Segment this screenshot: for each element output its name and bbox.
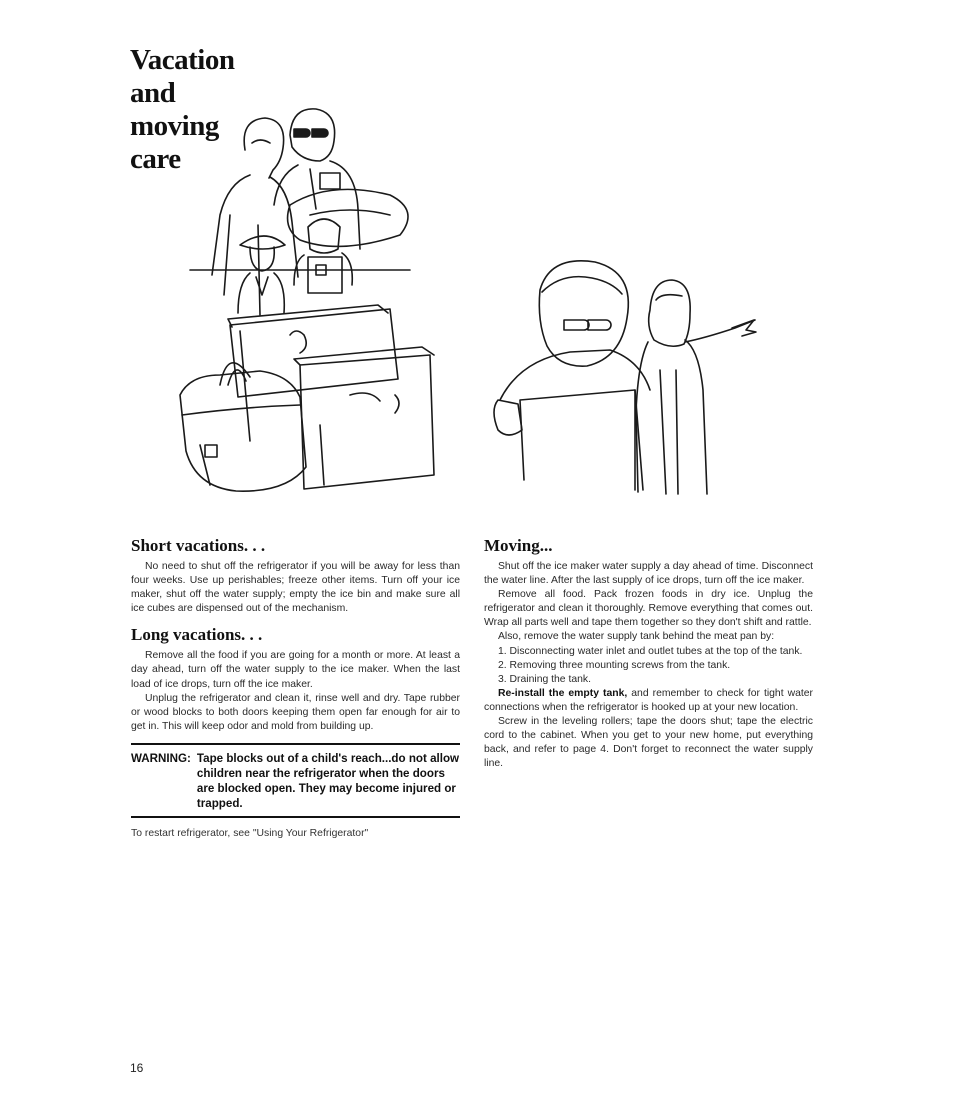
title-line-2: and <box>130 77 176 109</box>
page-number: 16 <box>130 1061 144 1075</box>
moving-heading: Moving... <box>484 536 553 555</box>
family-luggage-illustration <box>170 95 440 515</box>
moving-couple-illustration <box>480 250 770 500</box>
moving-paragraph-3: Also, remove the water supply tank behind the meat pan by: <box>498 631 775 643</box>
moving-step-3: 3. Draining the tank. <box>498 673 591 685</box>
moving-step-2: 2. Removing three mounting screws from the tank. <box>498 659 731 671</box>
moving-paragraph-1: Shut off the ice maker water supply a day ahead of time. Disconnect the water line. After the last supply of ice drops, turn off the ice maker. <box>484 561 813 587</box>
warning-label: WARNING: <box>131 751 191 765</box>
moving-step-1: 1. Disconnecting water inlet and outlet tubes at the top of the tank. <box>498 645 803 657</box>
reinstall-lead: Re-install the empty tank, <box>498 687 628 699</box>
warning-box <box>131 743 460 818</box>
title-line-1: Vacation <box>130 44 235 76</box>
moving-reinstall-paragraph <box>484 687 813 715</box>
reinstall-rest: and remember to check for tight water connections when the refrigerator is hooked up at your new location. <box>484 687 813 713</box>
warning-text: Tape blocks out of a child's reach...do not allow children near the refrigerator when the doors are blocked open. They may become injured or trapped. <box>196 751 460 810</box>
long-vacations-paragraph-2: Unplug the refrigerator and clean it, rinse well and dry. Tape rubber or wood blocks to both doors keeping them open far enough for air to get in. This will keep odor and mold from building up. <box>131 692 460 732</box>
short-vacations-heading: Short vacations. . . <box>131 536 266 555</box>
title-line-3: moving <box>130 110 219 142</box>
right-column <box>484 536 813 771</box>
left-column <box>131 536 460 841</box>
long-vacations-paragraph-1: Remove all the food if you are going for a month or more. At least a day ahead, turn off the water supply to the ice maker. When the last load of ice drops, turn off the ice maker. <box>131 650 460 690</box>
restart-note: To restart refrigerator, see "Using Your Refrigerator" <box>131 827 369 839</box>
short-vacations-text: No need to shut off the refrigerator if you will be away for less than four weeks. Use up perishables; freeze other items. Turn off your ice maker, shut off the water supply; empty the ice bin and make sure all ice cubes are dispensed out of the mechanism. <box>131 561 460 615</box>
moving-paragraph-2: Remove all food. Pack frozen foods in dry ice. Unplug the refrigerator and clean it thoroughly. Remove everything that comes out. Wrap all parts well and tape them together so they don't shift and rattle. <box>484 589 813 629</box>
title-line-4: care <box>130 143 181 175</box>
long-vacations-heading: Long vacations. . . <box>131 625 263 645</box>
moving-paragraph-5: Screw in the leveling rollers; tape the doors shut; tape the electric cord to the cabinet. When you get to your new home, put everything back, and refer to page 4. Don't forget to reconnect the water supply line. <box>484 716 813 770</box>
